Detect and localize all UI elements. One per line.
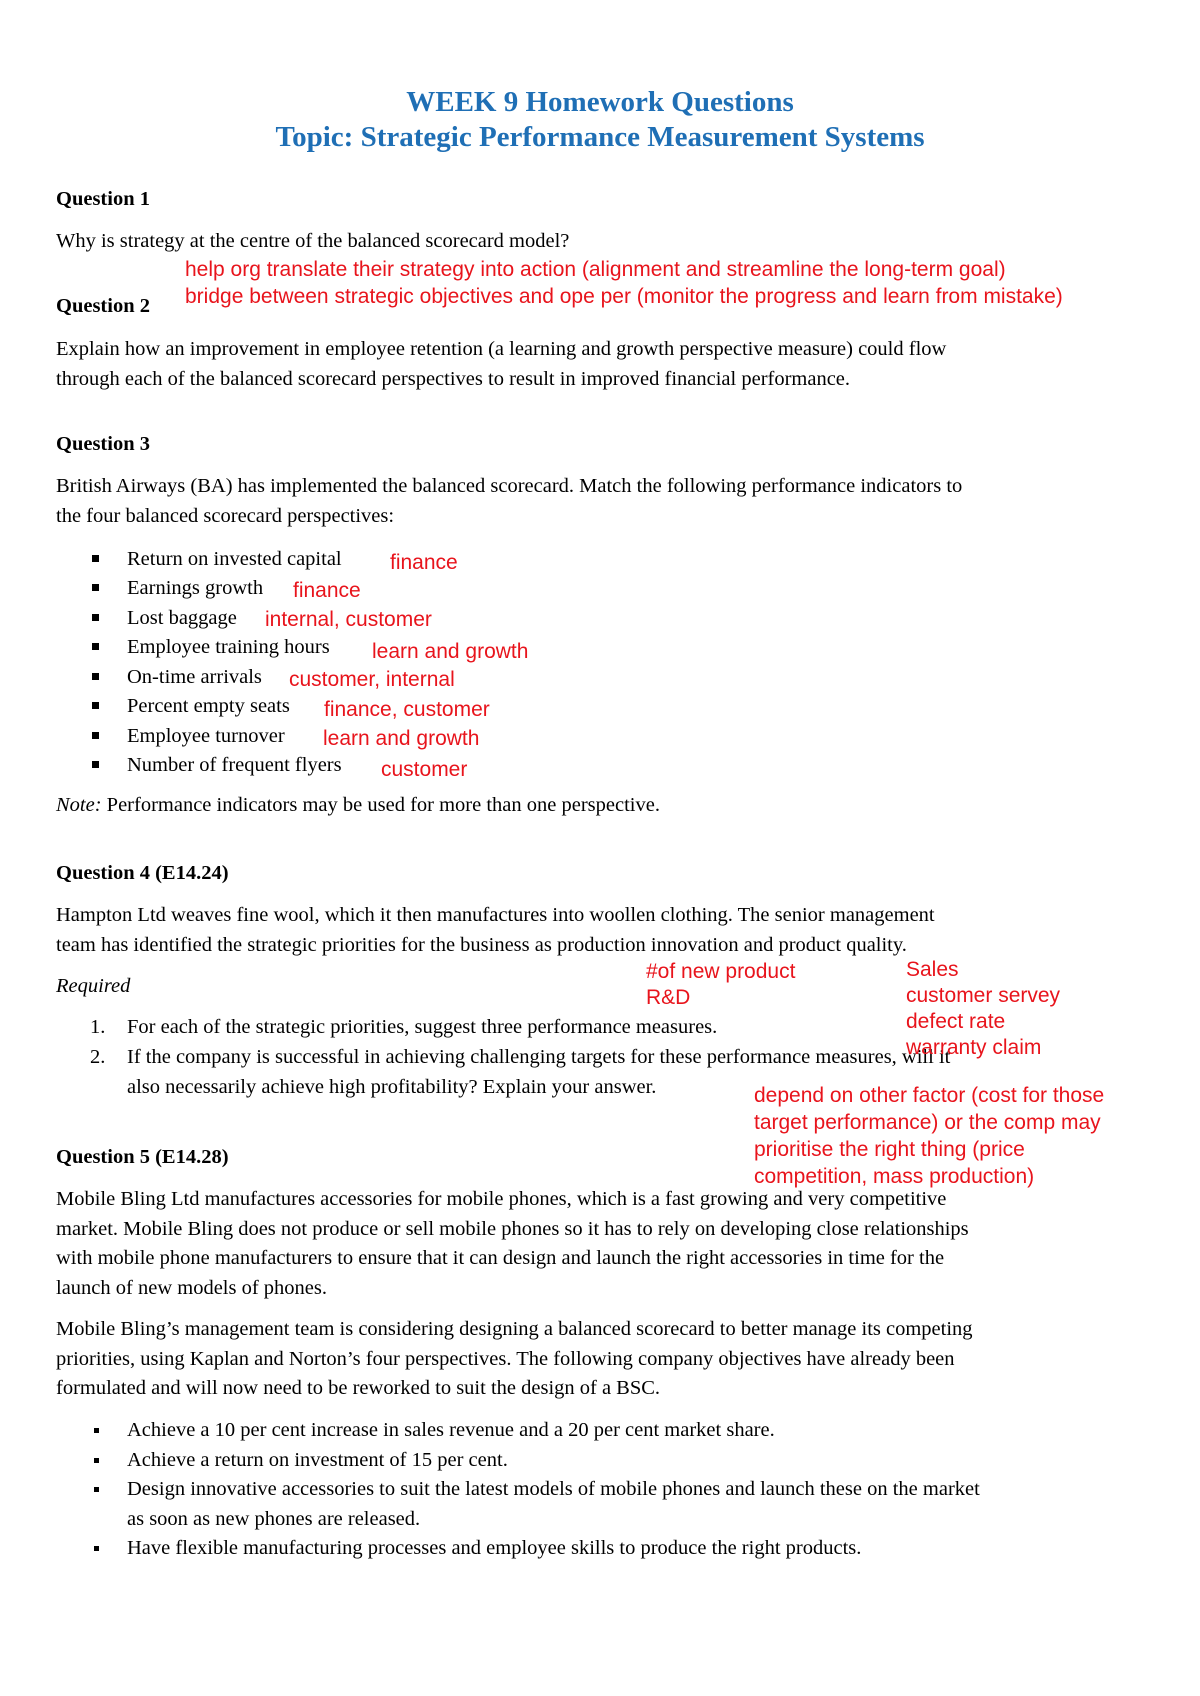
- q5-objective-continued: as soon as new phones are released.: [127, 1508, 421, 1530]
- q5-objective: Achieve a 10 per cent increase in sales revenue and a 20 per cent market share.: [127, 1419, 775, 1441]
- document-topic: Topic: Strategic Performance Measurement Systems: [275, 121, 925, 153]
- bullet-marker: [92, 761, 99, 768]
- q5-para1-line: launch of new models of phones.: [56, 1277, 327, 1299]
- q2-line-1: Explain how an improvement in employee retention (a learning and growth perspective measure) could flow: [56, 338, 947, 360]
- q5-objective: Have flexible manufacturing processes and employee skills to produce the right products.: [127, 1537, 862, 1559]
- q5-para2-line: priorities, using Kaplan and Norton’s four perspectives. The following company objectives have already been: [56, 1348, 955, 1370]
- bullet-marker: [92, 673, 99, 680]
- q5-para1-line: market. Mobile Bling does not produce or sell mobile phones so it has to rely on developing close relationships: [56, 1218, 969, 1240]
- q5-para2-line: formulated and will now need to be reworked to suit the design of a BSC.: [56, 1377, 661, 1399]
- q4-annotation-quality: customer servey: [906, 984, 1061, 1007]
- indicator-label: Number of frequent flyers: [127, 754, 342, 776]
- q5-objective: Achieve a return on investment of 15 per cent.: [127, 1449, 508, 1471]
- bullet-marker: [92, 614, 99, 621]
- indicator-answer: finance: [293, 579, 361, 602]
- q5-para1-line: with mobile phone manufacturers to ensure that it can design and launch the right accessories in time for the: [56, 1247, 945, 1269]
- note-label: Note:: [56, 794, 102, 816]
- q5-heading: Question 5 (E14.28): [56, 1146, 229, 1168]
- q4-item-1: For each of the strategic priorities, suggest three performance measures.: [127, 1016, 718, 1038]
- indicator-label: Return on invested capital: [127, 548, 342, 570]
- bullet-marker: [94, 1458, 99, 1463]
- bullet-marker: [94, 1546, 99, 1551]
- q3-heading: Question 3: [56, 433, 150, 455]
- q4-annotation-innovation: #of new product: [646, 960, 796, 983]
- indicator-answer: customer: [381, 758, 468, 781]
- indicator-answer: learn and growth: [323, 727, 480, 750]
- indicator-label: Percent empty seats: [127, 695, 290, 717]
- q4-annotation-answer: competition, mass production): [754, 1165, 1035, 1188]
- document-title: WEEK 9 Homework Questions: [406, 86, 794, 118]
- indicator-answer: finance, customer: [324, 698, 490, 721]
- bullet-marker: [92, 643, 99, 650]
- q5-para1-line: Mobile Bling Ltd manufactures accessories for mobile phones, which is a fast growing and very competitive: [56, 1188, 947, 1210]
- q4-line-1: Hampton Ltd weaves fine wool, which it then manufactures into woollen clothing. The senior management: [56, 904, 935, 926]
- list-number: 2.: [90, 1046, 106, 1068]
- bullet-marker: [94, 1428, 99, 1433]
- q4-item-2-line-2: also necessarily achieve high profitability? Explain your answer.: [127, 1076, 657, 1098]
- q4-item-2-line-1: If the company is successful in achieving challenging targets for these performance measures, will it: [127, 1046, 951, 1068]
- q4-annotation-answer: prioritise the right thing (price: [754, 1138, 1025, 1161]
- indicator-label: Earnings growth: [127, 577, 264, 599]
- q4-annotation-innovation: R&D: [646, 986, 691, 1009]
- indicator-answer: learn and growth: [372, 640, 529, 663]
- indicator-answer: internal, customer: [265, 608, 432, 631]
- q1-annotation-2: bridge between strategic objectives and ope per (monitor the progress and learn from mistake): [185, 285, 1063, 308]
- q3-line-2: the four balanced scorecard perspectives:: [56, 505, 395, 527]
- q4-annotation-quality: Sales: [906, 958, 959, 981]
- q5-para2-line: Mobile Bling’s management team is considering designing a balanced scorecard to better manage its competing: [56, 1318, 973, 1340]
- note-text: Performance indicators may be used for more than one perspective.: [101, 794, 660, 816]
- q2-heading: Question 2: [56, 295, 150, 317]
- list-number: 1.: [90, 1016, 106, 1038]
- indicator-label: On-time arrivals: [127, 666, 262, 688]
- q2-line-2: through each of the balanced scorecard perspectives to result in improved financial performance.: [56, 368, 851, 390]
- indicator-label: Employee training hours: [127, 636, 330, 658]
- bullet-marker: [94, 1487, 99, 1492]
- q5-objective: Design innovative accessories to suit the latest models of mobile phones and launch these on the market: [127, 1478, 980, 1500]
- q1-heading: Question 1: [56, 188, 150, 210]
- indicator-label: Lost baggage: [127, 607, 237, 629]
- q4-required: Required: [56, 975, 131, 997]
- q4-heading: Question 4 (E14.24): [56, 862, 229, 884]
- bullet-marker: [92, 732, 99, 739]
- indicator-label: Employee turnover: [127, 725, 285, 747]
- q4-annotation-answer: depend on other factor (cost for those: [754, 1084, 1105, 1107]
- q1-text: Why is strategy at the centre of the balanced scorecard model?: [56, 230, 570, 252]
- bullet-marker: [92, 584, 99, 591]
- bullet-marker: [92, 702, 99, 709]
- q4-line-2: team has identified the strategic priorities for the business as production innovation and product quality.: [56, 934, 907, 956]
- q3-line-1: British Airways (BA) has implemented the balanced scorecard. Match the following performance indicators to: [56, 475, 963, 497]
- q4-annotation-quality: warranty claim: [906, 1036, 1042, 1059]
- q1-annotation-1: help org translate their strategy into action (alignment and streamline the long-term goal): [185, 258, 1006, 281]
- bullet-marker: [92, 555, 99, 562]
- q3-note: [56, 795, 660, 816]
- q4-annotation-quality: defect rate: [906, 1010, 1006, 1033]
- indicator-answer: finance: [390, 551, 458, 574]
- q4-annotation-answer: target performance) or the comp may: [754, 1111, 1101, 1134]
- indicator-answer: customer, internal: [289, 668, 455, 691]
